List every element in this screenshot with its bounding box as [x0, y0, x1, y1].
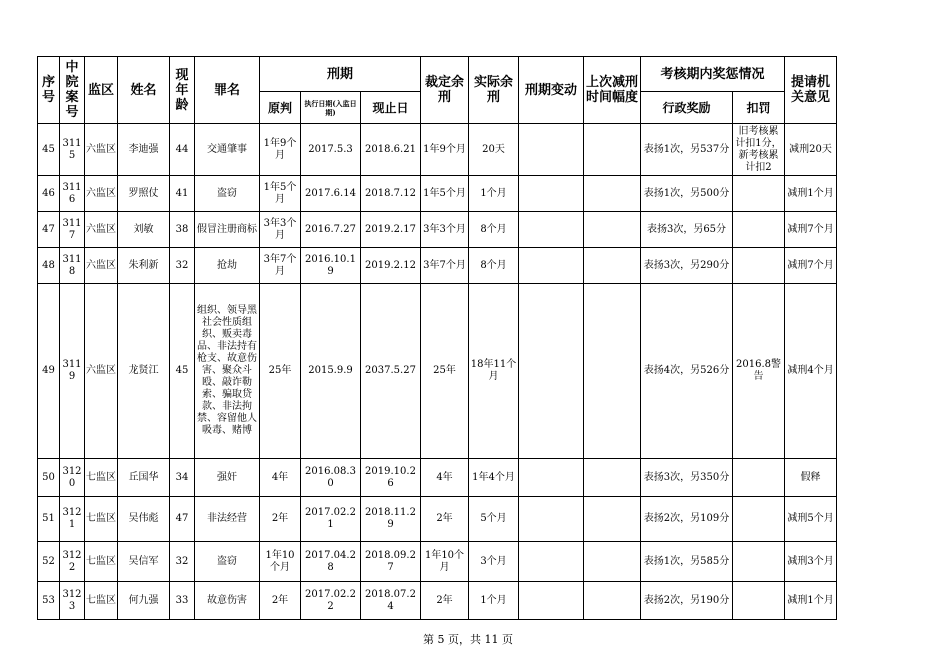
cell-case-no: 3121 — [60, 497, 85, 542]
header-age: 现年龄 — [170, 57, 195, 124]
cell-case-no: 3116 — [60, 176, 85, 212]
cell-actual-remaining: 3个月 — [469, 542, 519, 582]
cell-penalty — [733, 212, 785, 248]
cell-seq: 49 — [38, 284, 60, 459]
table-row — [38, 582, 837, 620]
cell-end-date: 2018.09.27 — [361, 542, 421, 582]
cell-change — [519, 582, 584, 620]
header-original: 原判 — [260, 92, 301, 124]
cell-exec-date: 2017.02.21 — [301, 497, 361, 542]
cell-crime: 强奸 — [195, 459, 260, 497]
cell-admin-reward: 表扬3次，另65分 — [641, 212, 733, 248]
cell-exec-date: 2015.9.9 — [301, 284, 361, 459]
cell-seq: 50 — [38, 459, 60, 497]
cell-ward: 六监区 — [85, 284, 118, 459]
cell-name: 李迪强 — [118, 124, 170, 176]
cell-exec-date: 2017.02.22 — [301, 582, 361, 620]
cell-name: 丘国华 — [118, 459, 170, 497]
header-sentence: 刑期 — [260, 57, 421, 92]
cell-seq: 48 — [38, 248, 60, 284]
cell-ward: 七监区 — [85, 542, 118, 582]
table-row — [38, 248, 837, 284]
header-opinion: 提请机关意见 — [785, 57, 837, 124]
cell-opinion: 减刑4个月 — [785, 284, 837, 459]
cell-case-no: 3119 — [60, 284, 85, 459]
cell-actual-remaining: 8个月 — [469, 212, 519, 248]
cell-penalty — [733, 248, 785, 284]
cell-crime: 组织、领导黑社会性质组织、贩卖毒品、非法持有枪支、故意伤害、聚众斗殴、敲诈勒索、骗取贷款、非法拘禁、容留他人吸毒、赌博 — [195, 284, 260, 459]
cell-actual-remaining: 1年4个月 — [469, 459, 519, 497]
cell-end-date: 2018.6.21 — [361, 124, 421, 176]
cell-case-no: 3115 — [60, 124, 85, 176]
cell-last-reduction — [584, 497, 641, 542]
header-admin-reward: 行政奖励 — [641, 92, 733, 124]
cell-original: 25年 — [260, 284, 301, 459]
cell-age: 44 — [170, 124, 195, 176]
cell-original: 3年3个月 — [260, 212, 301, 248]
cell-ruled-remaining: 3年3个月 — [421, 212, 469, 248]
table-row — [38, 212, 837, 248]
cell-end-date: 2019.2.12 — [361, 248, 421, 284]
header-crime: 罪名 — [195, 57, 260, 124]
cell-ruled-remaining: 2年 — [421, 582, 469, 620]
cell-seq: 47 — [38, 212, 60, 248]
page-footer: 第 5 页，共 11 页 — [423, 633, 513, 646]
header-ruled-remaining: 裁定余刑 — [421, 57, 469, 124]
cell-case-no: 3120 — [60, 459, 85, 497]
cell-exec-date: 2016.10.19 — [301, 248, 361, 284]
cell-change — [519, 497, 584, 542]
cell-original: 3年7个月 — [260, 248, 301, 284]
table-row — [38, 542, 837, 582]
cell-admin-reward: 表扬2次，另109分 — [641, 497, 733, 542]
cell-exec-date: 2016.7.27 — [301, 212, 361, 248]
cell-end-date: 2018.07.24 — [361, 582, 421, 620]
header-seq: 序号 — [38, 57, 60, 124]
cell-actual-remaining: 8个月 — [469, 248, 519, 284]
header-actual-remaining: 实际余刑 — [469, 57, 519, 124]
header-last-reduction: 上次减刑时间幅度 — [584, 57, 641, 124]
cell-admin-reward: 表扬2次，另190分 — [641, 582, 733, 620]
cell-ruled-remaining: 1年9个月 — [421, 124, 469, 176]
cell-admin-reward: 表扬3次，另350分 — [641, 459, 733, 497]
cell-admin-reward: 表扬3次，另290分 — [641, 248, 733, 284]
cell-crime: 非法经营 — [195, 497, 260, 542]
cell-opinion: 减刑7个月 — [785, 248, 837, 284]
table-row — [38, 497, 837, 542]
cell-original: 4年 — [260, 459, 301, 497]
cell-ruled-remaining: 3年7个月 — [421, 248, 469, 284]
cell-ward: 六监区 — [85, 248, 118, 284]
cell-case-no: 3117 — [60, 212, 85, 248]
cell-ward: 七监区 — [85, 459, 118, 497]
cell-age: 47 — [170, 497, 195, 542]
header-name: 姓名 — [118, 57, 170, 124]
cell-original: 1年5个月 — [260, 176, 301, 212]
cell-name: 刘敏 — [118, 212, 170, 248]
cell-age: 32 — [170, 248, 195, 284]
cell-change — [519, 212, 584, 248]
cell-age: 34 — [170, 459, 195, 497]
cell-ward: 七监区 — [85, 497, 118, 542]
cell-actual-remaining: 5个月 — [469, 497, 519, 542]
cell-last-reduction — [584, 248, 641, 284]
cell-seq: 51 — [38, 497, 60, 542]
cell-end-date: 2019.2.17 — [361, 212, 421, 248]
prisoner-table — [37, 56, 837, 620]
cell-last-reduction — [584, 176, 641, 212]
cell-ruled-remaining: 2年 — [421, 497, 469, 542]
cell-ward: 六监区 — [85, 176, 118, 212]
cell-actual-remaining: 1个月 — [469, 176, 519, 212]
cell-ward: 六监区 — [85, 212, 118, 248]
header-penalty: 扣罚 — [733, 92, 785, 124]
cell-opinion: 减刑3个月 — [785, 542, 837, 582]
cell-end-date: 2018.7.12 — [361, 176, 421, 212]
header-row-1 — [38, 57, 837, 92]
cell-case-no: 3123 — [60, 582, 85, 620]
cell-ruled-remaining: 1年10个月 — [421, 542, 469, 582]
cell-penalty — [733, 497, 785, 542]
cell-opinion: 减刑7个月 — [785, 212, 837, 248]
cell-last-reduction — [584, 542, 641, 582]
cell-crime: 故意伤害 — [195, 582, 260, 620]
cell-crime: 盗窃 — [195, 176, 260, 212]
header-case-no: 中院案号 — [60, 57, 85, 124]
header-change: 刑期变动 — [519, 57, 584, 124]
cell-ward: 七监区 — [85, 582, 118, 620]
cell-case-no: 3118 — [60, 248, 85, 284]
cell-name: 吴伟彪 — [118, 497, 170, 542]
cell-original: 1年9个月 — [260, 124, 301, 176]
cell-penalty: 旧考核累计扣1分，新考核累计扣2 — [733, 124, 785, 176]
cell-seq: 46 — [38, 176, 60, 212]
cell-opinion: 假释 — [785, 459, 837, 497]
cell-admin-reward: 表扬1次，另585分 — [641, 542, 733, 582]
cell-last-reduction — [584, 124, 641, 176]
cell-exec-date: 2017.5.3 — [301, 124, 361, 176]
cell-ruled-remaining: 1年5个月 — [421, 176, 469, 212]
cell-actual-remaining: 20天 — [469, 124, 519, 176]
cell-name: 罗照仗 — [118, 176, 170, 212]
cell-last-reduction — [584, 284, 641, 459]
cell-seq: 52 — [38, 542, 60, 582]
cell-crime: 抢劫 — [195, 248, 260, 284]
cell-case-no: 3122 — [60, 542, 85, 582]
cell-last-reduction — [584, 459, 641, 497]
cell-penalty — [733, 459, 785, 497]
cell-exec-date: 2017.6.14 — [301, 176, 361, 212]
cell-seq: 53 — [38, 582, 60, 620]
cell-ruled-remaining: 25年 — [421, 284, 469, 459]
header-end-date: 现止日 — [361, 92, 421, 124]
table-row — [38, 124, 837, 176]
cell-penalty — [733, 582, 785, 620]
cell-penalty: 2016.8警告 — [733, 284, 785, 459]
cell-age: 41 — [170, 176, 195, 212]
cell-ruled-remaining: 4年 — [421, 459, 469, 497]
cell-seq: 45 — [38, 124, 60, 176]
header-ward: 监区 — [85, 57, 118, 124]
cell-crime: 交通肇事 — [195, 124, 260, 176]
cell-change — [519, 248, 584, 284]
cell-opinion: 减刑5个月 — [785, 497, 837, 542]
cell-change — [519, 176, 584, 212]
table-row — [38, 176, 837, 212]
cell-change — [519, 542, 584, 582]
cell-age: 38 — [170, 212, 195, 248]
cell-exec-date: 2016.08.30 — [301, 459, 361, 497]
header-rewards-group: 考核期内奖惩情况 — [641, 57, 785, 92]
cell-age: 33 — [170, 582, 195, 620]
header-exec-date: 执行日期(入监日期) — [301, 92, 361, 124]
table-row — [38, 284, 837, 459]
cell-exec-date: 2017.04.28 — [301, 542, 361, 582]
cell-name: 朱利新 — [118, 248, 170, 284]
cell-end-date: 2019.10.26 — [361, 459, 421, 497]
cell-last-reduction — [584, 212, 641, 248]
cell-end-date: 2018.11.29 — [361, 497, 421, 542]
cell-admin-reward: 表扬1次，另500分 — [641, 176, 733, 212]
cell-penalty — [733, 542, 785, 582]
cell-original: 2年 — [260, 582, 301, 620]
cell-actual-remaining: 18年11个月 — [469, 284, 519, 459]
cell-crime: 盗窃 — [195, 542, 260, 582]
cell-change — [519, 459, 584, 497]
cell-actual-remaining: 1个月 — [469, 582, 519, 620]
cell-name: 何九强 — [118, 582, 170, 620]
cell-admin-reward: 表扬4次，另526分 — [641, 284, 733, 459]
cell-change — [519, 124, 584, 176]
cell-penalty — [733, 176, 785, 212]
cell-crime: 假冒注册商标 — [195, 212, 260, 248]
cell-age: 32 — [170, 542, 195, 582]
cell-opinion: 减刑1个月 — [785, 582, 837, 620]
cell-end-date: 2037.5.27 — [361, 284, 421, 459]
cell-age: 45 — [170, 284, 195, 459]
cell-ward: 六监区 — [85, 124, 118, 176]
cell-name: 龙贤江 — [118, 284, 170, 459]
cell-admin-reward: 表扬1次，另537分 — [641, 124, 733, 176]
cell-opinion: 减刑20天 — [785, 124, 837, 176]
cell-original: 1年10个月 — [260, 542, 301, 582]
cell-name: 吴信军 — [118, 542, 170, 582]
cell-last-reduction — [584, 582, 641, 620]
cell-original: 2年 — [260, 497, 301, 542]
table-row — [38, 459, 837, 497]
cell-opinion: 减刑1个月 — [785, 176, 837, 212]
cell-change — [519, 284, 584, 459]
